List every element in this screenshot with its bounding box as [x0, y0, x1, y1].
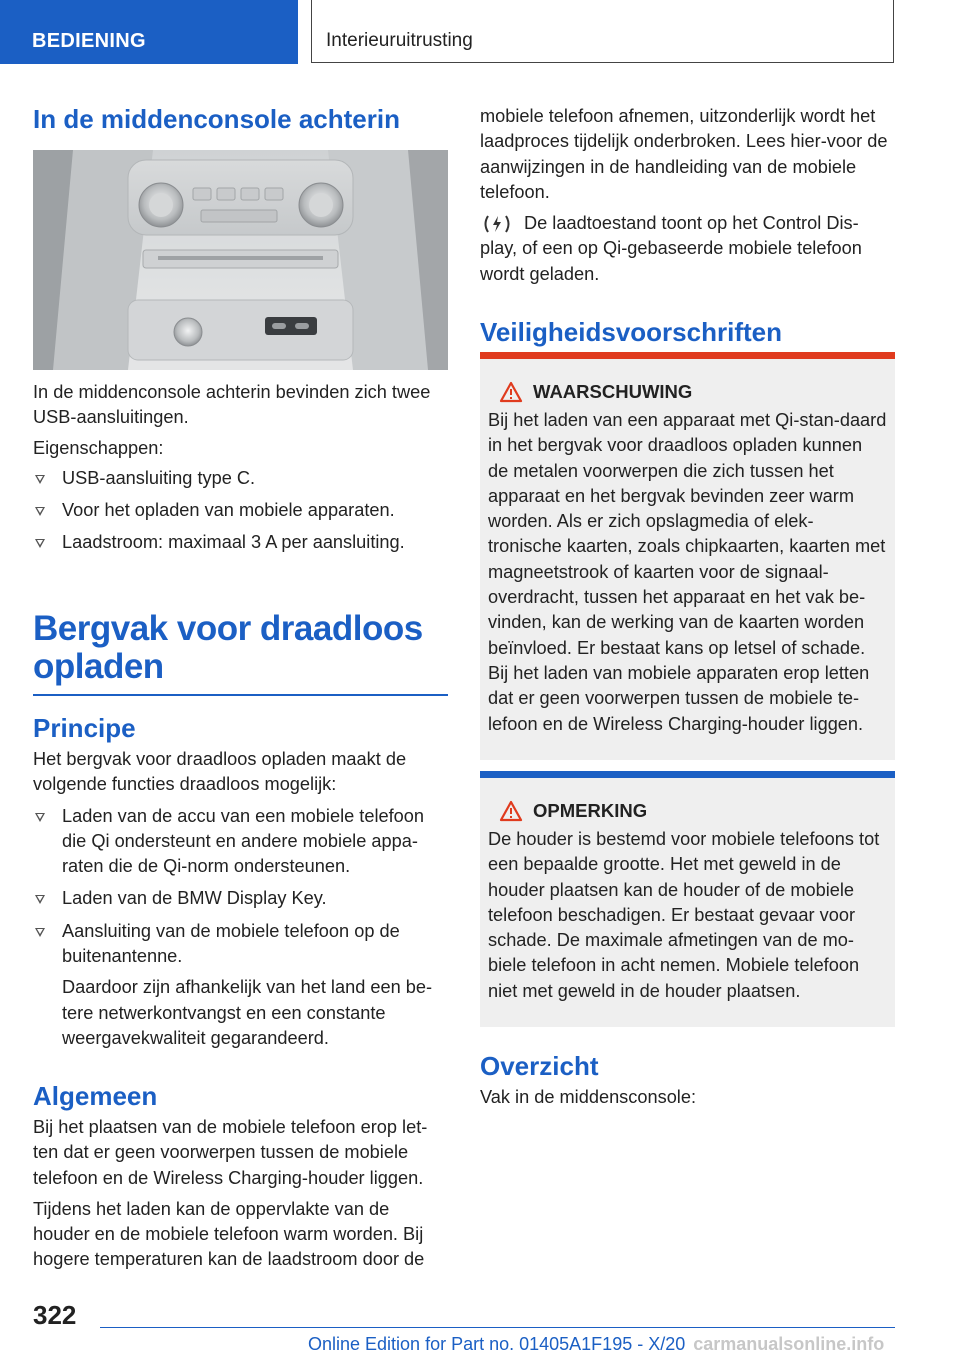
section-label: BEDIENING — [32, 30, 146, 52]
footer-divider — [100, 1327, 895, 1328]
chapter-heading-line1: Bergvak voor draadloos — [33, 609, 423, 648]
warning-text: Bij het laden van een apparaat met Qi-stan-daard in het bergvak voor draadloos opladen kunnen de metalen voorwerpen die zich tussen het apparaat en het bergvak bevinden zeer warm worden. Als er zich opslagmedia of elek-tronische kaarten, zoals chipkaarten, kaarten met magneetstrook of kaarten voor de signaal-overdracht, tussen het apparaat en het vak be-vinden, kan de werking van de kaarten worden beïnvloed. Er bestaat kans op letsel of schade. Bij het laden van mobiele apparaten erop letten dat er geen voorwerpen tussen de mobiele te-lefoon en de Wireless Charging-houder liggen. — [488, 410, 887, 734]
list-item: Laadstroom: maximaal 3 A per aansluiting. — [33, 530, 448, 555]
functions-list — [33, 804, 448, 970]
warning-triangle-icon — [499, 381, 523, 403]
edition-text: Online Edition for Part no. 01405A1F195 - X/20 — [308, 1334, 686, 1354]
rear-console-photo — [33, 150, 448, 370]
list-item: Laden van de BMW Display Key. — [33, 886, 448, 911]
heading-rear-console: In de middenconsole achterin — [33, 104, 400, 134]
edition-info — [308, 1334, 908, 1355]
triangle-bullet-icon — [35, 928, 45, 937]
chapter-tab — [311, 0, 894, 63]
notice-text: De houder is bestemd voor mobiele telefoons tot een bepaalde grootte. Het met geweld in de houder plaatsen kan de houder of de mobiele telefoon beschadigen. Er bestaat gevaar voor schade. De maximale afmetingen van de mo-biele telefoon in acht nemen. Mobiele telefoon niet met geweld in de houder plaatsen. — [488, 829, 880, 1001]
notice-title: OPMERKING — [533, 800, 648, 821]
triangle-bullet-icon — [35, 475, 45, 484]
page-number: 322 — [33, 1300, 77, 1330]
list-item: Aansluiting van de mobiele telefoon op de buitenantenne. — [33, 919, 448, 970]
watermark: carmanualsonline.info — [693, 1334, 885, 1354]
section-tab — [0, 0, 298, 64]
list-item: USB-aansluiting type C. — [33, 466, 448, 491]
heading-general: Algemeen — [33, 1081, 158, 1111]
list-item: Laden van de accu van een mobiele telefoon die Qi ondersteunt en andere mobiele appa-raten die de Qi-norm ondersteunen. — [33, 804, 448, 880]
triangle-bullet-icon — [35, 895, 45, 904]
properties-label: Eigenschappen: — [33, 437, 164, 458]
warning-bar — [480, 352, 895, 359]
heading-safety: Veiligheidsvoorschriften — [480, 317, 782, 348]
heading-divider — [33, 694, 448, 696]
notice-box — [480, 771, 895, 1027]
functions-extra-text: Daardoor zijn afhankelijk van het land een be-tere netwerkontvangst en een constante weergavekwaliteit gegarandeerd. — [62, 977, 433, 1048]
chapter-heading-line2: opladen — [33, 647, 164, 686]
properties-list — [33, 466, 448, 556]
warning-box — [480, 352, 895, 760]
heading-overview: Overzicht — [480, 1051, 599, 1081]
triangle-bullet-icon — [35, 507, 45, 516]
warning-title: WAARSCHUWING — [533, 381, 693, 402]
continued-text: mobiele telefoon afnemen, uitzonderlijk wordt het laadproces tijdelijk onderbroken. Lees hier-voor de aanwijzingen in de handleiding van de mobiele telefoon. — [480, 106, 888, 202]
triangle-bullet-icon — [35, 813, 45, 822]
triangle-bullet-icon — [35, 539, 45, 548]
list-item: Voor het opladen van mobiele apparaten. — [33, 498, 448, 523]
rear-console-text: In de middenconsole achterin bevinden zich twee USB-aansluitingen. — [33, 382, 431, 428]
charge-status-text: De laadtoestand toont op het Control Dis-play, of een op Qi-gebaseerde mobiele telefoon wordt geladen. — [480, 213, 862, 284]
general-text-2: Tijdens het laden kan de oppervlakte van de houder en de mobiele telefoon warm worden. Bij hogere temperaturen kan de laadstroom door de — [33, 1198, 425, 1270]
general-text-1: Bij het plaatsen van de mobiele telefoon erop let-ten dat er geen voorwerpen tussen de mobiele telefoon en de Wireless Charging-houder liggen. — [33, 1117, 428, 1188]
heading-principle: Principe — [33, 713, 136, 743]
notice-bar — [480, 771, 895, 778]
overview-text: Vak in de middensconsole: — [480, 1087, 697, 1107]
wireless-charging-icon — [482, 213, 512, 235]
rear-console-illustration — [33, 150, 448, 370]
chapter-label: Interieuruitrusting — [326, 30, 473, 51]
warning-triangle-icon — [499, 800, 523, 822]
principle-text: Het bergvak voor draadloos opladen maakt de volgende functies draadloos mogelijk: — [33, 749, 407, 795]
